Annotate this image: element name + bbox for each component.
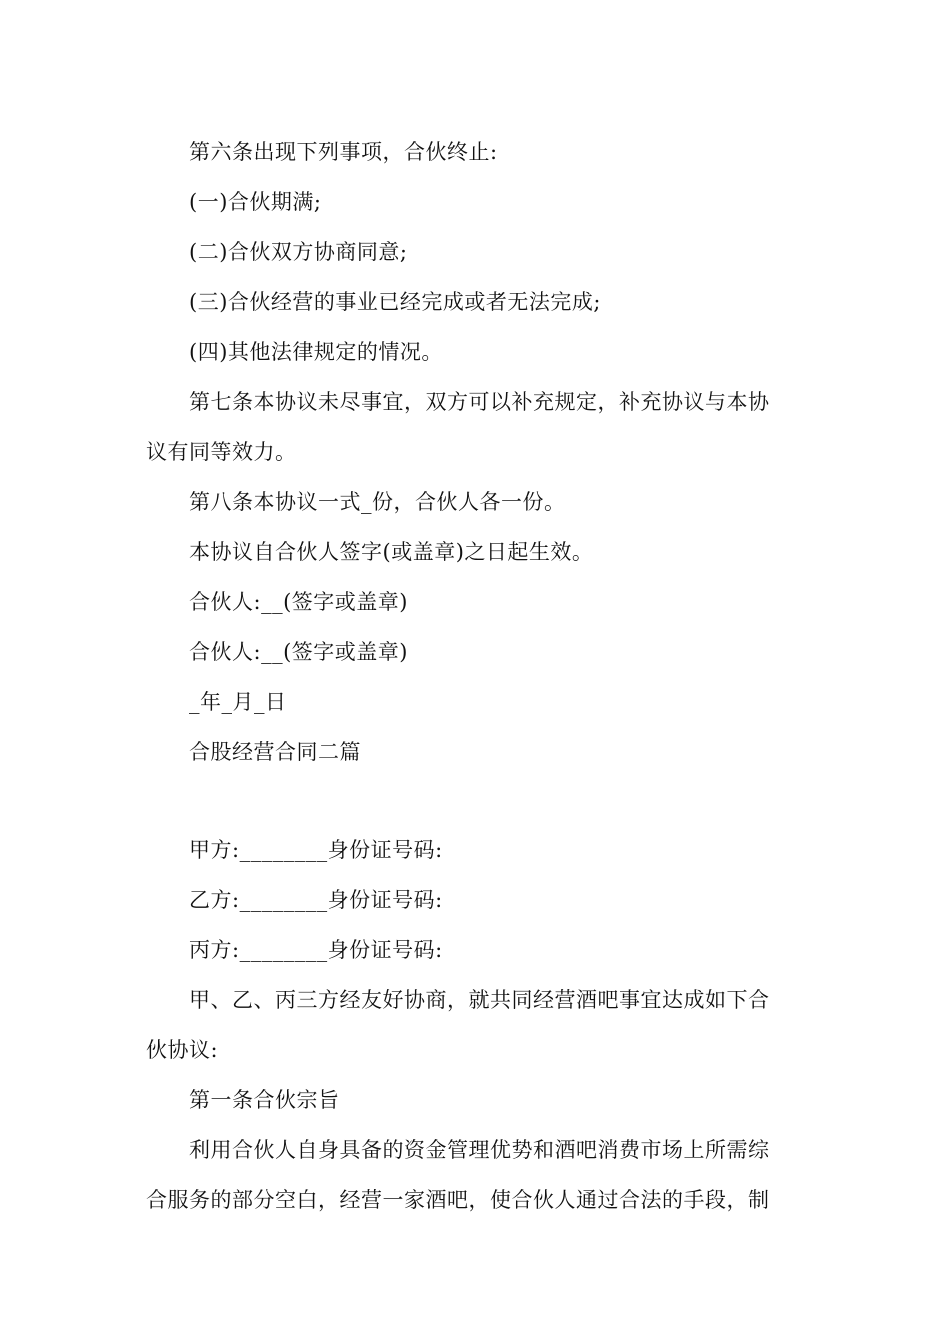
partner-signature-2: 合伙人:__(签字或盖章) [189, 640, 408, 664]
article-6-heading: 第六条出现下列事项，合伙终止: [189, 140, 498, 164]
article-6-item-3: (三)合伙经营的事业已经完成或者无法完成; [189, 290, 601, 314]
agreement-intro-line-1: 甲、乙、丙三方经友好协商，就共同经营酒吧事宜达成如下合 [189, 988, 770, 1012]
partner-signature-1: 合伙人:__(签字或盖章) [189, 590, 408, 614]
article-6-item-4: (四)其他法律规定的情况。 [189, 340, 443, 364]
article-8: 第八条本协议一式_份，合伙人各一份。 [189, 490, 566, 514]
party-b: 乙方:________身份证号码: [189, 888, 443, 912]
article-1-heading: 第一条合伙宗旨 [189, 1088, 340, 1112]
party-a: 甲方:________身份证号码: [189, 838, 443, 862]
article-6-item-1: (一)合伙期满; [189, 190, 322, 214]
effective-clause: 本协议自合伙人签字(或盖章)之日起生效。 [189, 540, 594, 564]
section-title: 合股经营合同二篇 [189, 740, 361, 764]
article-6-item-2: (二)合伙双方协商同意; [189, 240, 408, 264]
party-c: 丙方:________身份证号码: [189, 938, 443, 962]
article-1-line-2: 合服务的部分空白，经营一家酒吧，使合伙人通过合法的手段，制 [146, 1188, 770, 1212]
article-1-line-1: 利用合伙人自身具备的资金管理优势和酒吧消费市场上所需综 [189, 1138, 770, 1162]
article-7-line-2: 议有同等效力。 [146, 440, 297, 464]
date-line: _年_月_日 [189, 690, 287, 714]
article-7-line-1: 第七条本协议未尽事宜，双方可以补充规定，补充协议与本协 [189, 390, 770, 414]
agreement-intro-line-2: 伙协议: [146, 1038, 219, 1062]
